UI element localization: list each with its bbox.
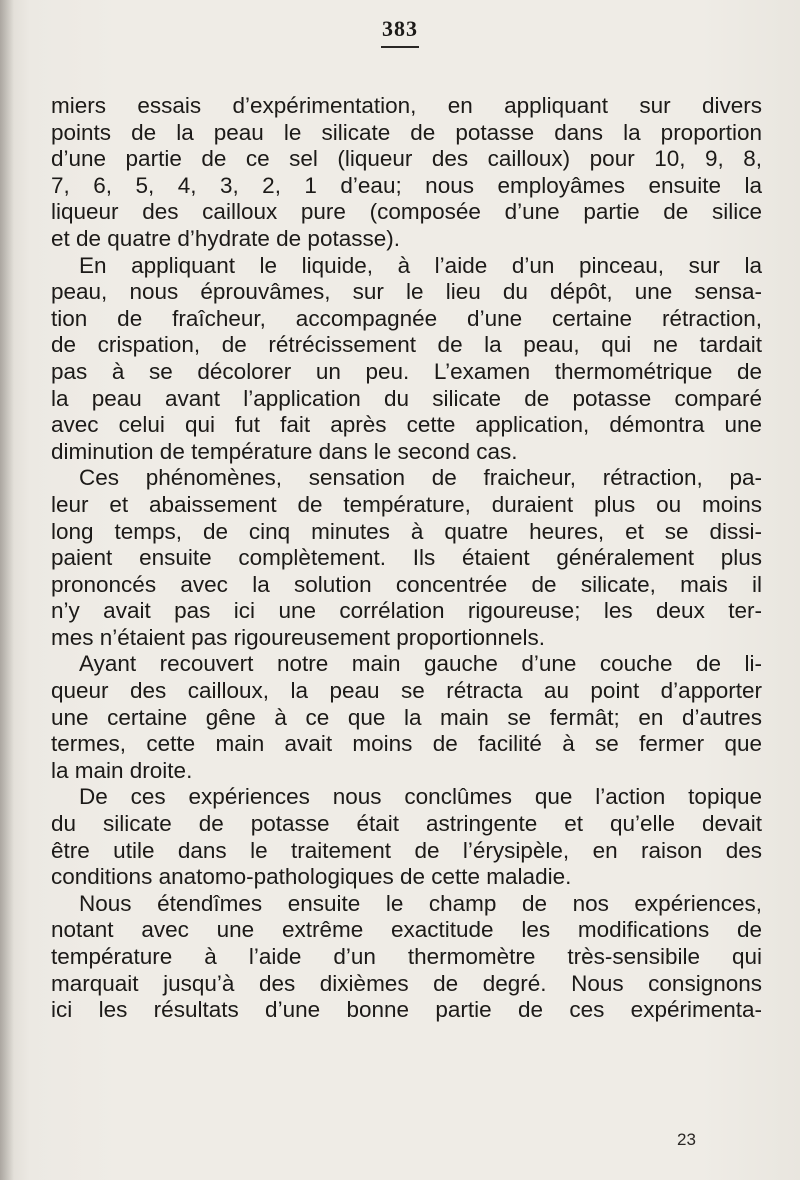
text-line: la peau avant l’application du silicate de potasse comparé xyxy=(51,385,762,411)
page-gutter-shadow xyxy=(0,0,14,1180)
text-line: n’y avait pas ici une corrélation rigoureuse; les deux ter- xyxy=(51,598,762,624)
text-line: Ayant recouvert notre main gauche d’une couche de li- xyxy=(79,651,762,677)
text-line: tion de fraîcheur, accompagnée d’une certaine rétraction, xyxy=(51,305,762,331)
page-number-underline xyxy=(381,46,419,48)
text-line: du silicate de potasse était astringente et qu’elle devait xyxy=(51,811,762,837)
text-line: marquait jusqu’à des dixièmes de degré. Nous consignons xyxy=(51,970,762,996)
text-line: la main droite. xyxy=(51,757,193,783)
text-line: être utile dans le traitement de l’érysipèle, en raison des xyxy=(51,837,762,863)
text-line: paient ensuite complètement. Ils étaient généralement plus xyxy=(51,545,762,571)
text-line: termes, cette main avait moins de facilité à se fermer que xyxy=(51,731,762,757)
text-line: queur des cailloux, la peau se rétracta au point d’apporter xyxy=(51,678,762,704)
text-line: prononcés avec la solution concentrée de silicate, mais il xyxy=(51,571,762,597)
text-line: mes n’étaient pas rigoureusement proportionnels. xyxy=(51,624,546,650)
text-line: pas à se décolorer un peu. L’examen thermométrique de xyxy=(51,358,762,384)
text-line: En appliquant le liquide, à l’aide d’un pinceau, sur la xyxy=(79,252,762,278)
text-line: points de la peau le silicate de potasse dans la proportion xyxy=(51,119,762,145)
text-line: notant avec une extrême exactitude les modifications de xyxy=(51,917,762,943)
text-line: Nous étendîmes ensuite le champ de nos expériences, xyxy=(79,890,762,916)
text-line: avec celui qui fut fait après cette application, démontra une xyxy=(51,412,762,438)
text-line: ici les résultats d’une bonne partie de ces expérimenta- xyxy=(51,997,762,1023)
text-line: 7, 6, 5, 4, 3, 2, 1 d’eau; nous employâmes ensuite la xyxy=(51,172,762,198)
text-line: d’une partie de ce sel (liqueur des cailloux) pour 10, 9, 8, xyxy=(51,146,762,172)
text-line: long temps, de cinq minutes à quatre heures, et se dissi- xyxy=(51,518,762,544)
page-number: 383 xyxy=(382,16,418,41)
text-line: Ces phénomènes, sensation de fraicheur, rétraction, pa- xyxy=(79,465,762,491)
text-line: une certaine gêne à ce que la main se fermât; en d’autres xyxy=(51,704,762,730)
text-line: peau, nous éprouvâmes, sur le lieu du dépôt, une sensa- xyxy=(51,279,762,305)
text-line: de crispation, de rétrécissement de la peau, qui ne tardait xyxy=(51,332,762,358)
text-line: miers essais d’expérimentation, en appliquant sur divers xyxy=(51,93,762,118)
text-line: leur et abaissement de température, duraient plus ou moins xyxy=(51,491,762,517)
text-line: liqueur des cailloux pure (composée d’une partie de silice xyxy=(51,199,762,225)
text-line: température à l’aide d’un thermomètre très-sensibile qui xyxy=(51,944,762,969)
text-line: De ces expériences nous conclûmes que l’action topique xyxy=(79,784,762,810)
body-text xyxy=(51,93,762,1024)
text-line: et de quatre d’hydrate de potasse). xyxy=(51,225,400,251)
text-line: conditions anatomo-pathologiques de cette maladie. xyxy=(51,864,572,890)
text-line: diminution de température dans le second cas. xyxy=(51,438,518,464)
signature-mark: 23 xyxy=(677,1130,696,1149)
